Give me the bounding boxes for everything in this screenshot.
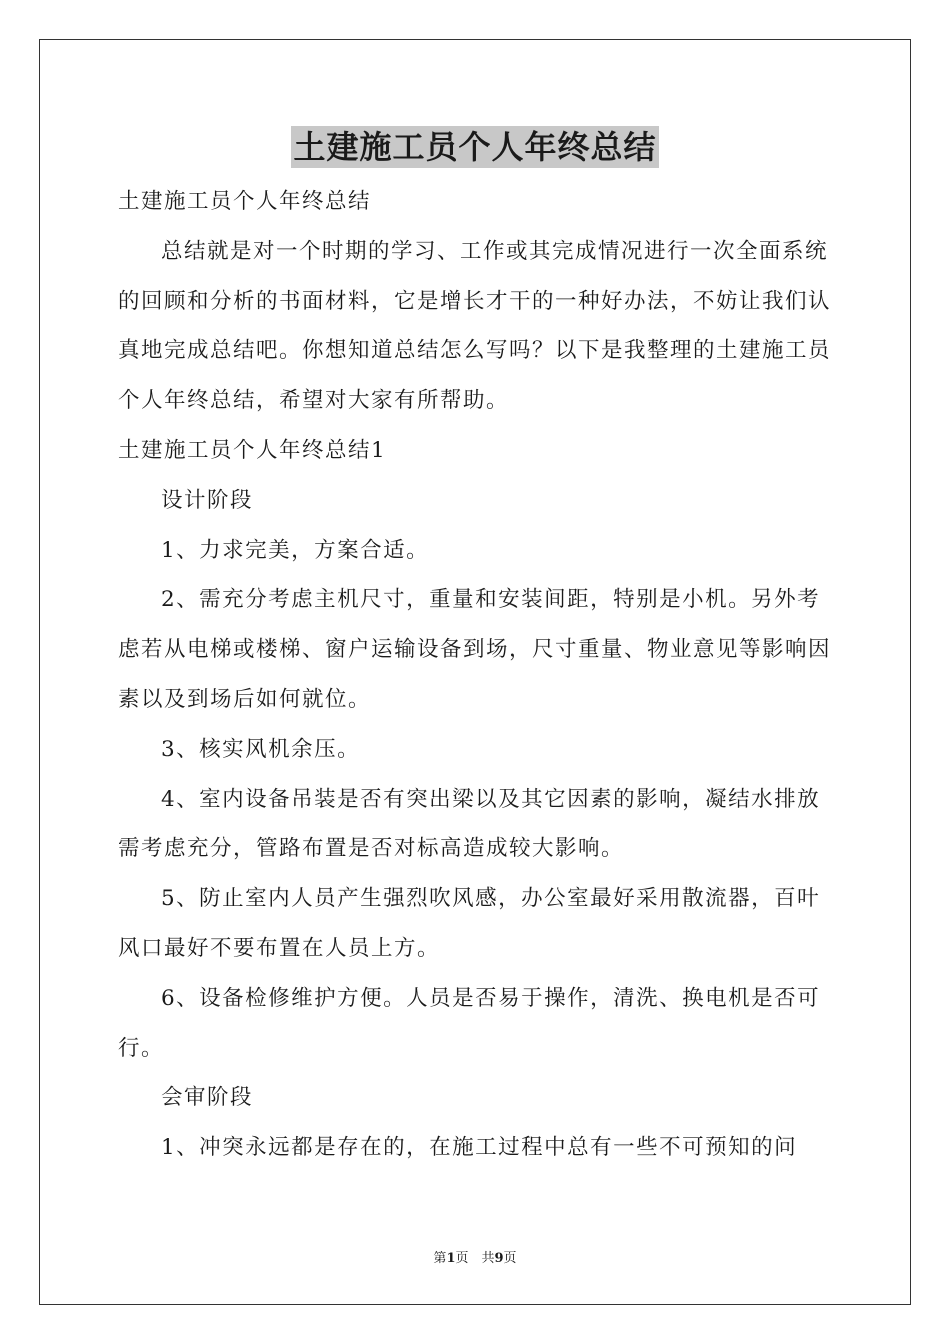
paragraph: 2、需充分考虑主机尺寸，重量和安装间距，特别是小机。另外考虑若从电梯或楼梯、窗户运输设备到场，尺寸重量、物业意见等影响因素以及到场后如何就位。	[118, 587, 832, 712]
paragraph: 6、设备检修维护方便。人员是否易于操作，清洗、换电机是否可行。	[118, 985, 821, 1061]
page-number-prefix: 第	[433, 1251, 447, 1266]
document-title: 土建施工员个人年终总结	[293, 128, 657, 166]
paragraph: 5、防止室内人员产生强烈吹风感，办公室最好采用散流器，百叶风口最好不要布置在人员上方。	[118, 886, 821, 961]
page-footer	[0, 1247, 950, 1266]
page-number-total: 9	[494, 1251, 504, 1266]
document-body	[118, 177, 838, 1173]
paragraph: 设计阶段	[161, 487, 254, 513]
document-header	[0, 126, 950, 168]
paragraph: 土建施工员个人年终总结1	[118, 437, 387, 463]
page-number-suffix: 页	[503, 1251, 517, 1266]
page-number-current: 1	[446, 1251, 456, 1266]
paragraph: 1、力求完美，方案合适。	[161, 537, 430, 563]
page-number-mid: 页 共	[455, 1251, 495, 1266]
paragraph: 总结就是对一个时期的学习、工作或其完成情况进行一次全面系统的回顾和分析的书面材料，它是增长才干的一种好办法，不妨让我们认真地完成总结吧。你想知道总结怎么写吗？以下是我整理的土建施工员个人年终总结，希望对大家有所帮助。	[118, 238, 832, 414]
paragraph: 3、核实风机余压。	[161, 736, 361, 762]
paragraph: 4、室内设备吊装是否有突出梁以及其它因素的影响，凝结水排放需考虑充分，管路布置是否对标高造成较大影响。	[118, 786, 821, 862]
paragraph: 会审阶段	[161, 1085, 254, 1111]
paragraph: 1、冲突永远都是存在的，在施工过程中总有一些不可预知的问	[161, 1135, 798, 1161]
paragraph: 土建施工员个人年终总结	[118, 189, 372, 214]
